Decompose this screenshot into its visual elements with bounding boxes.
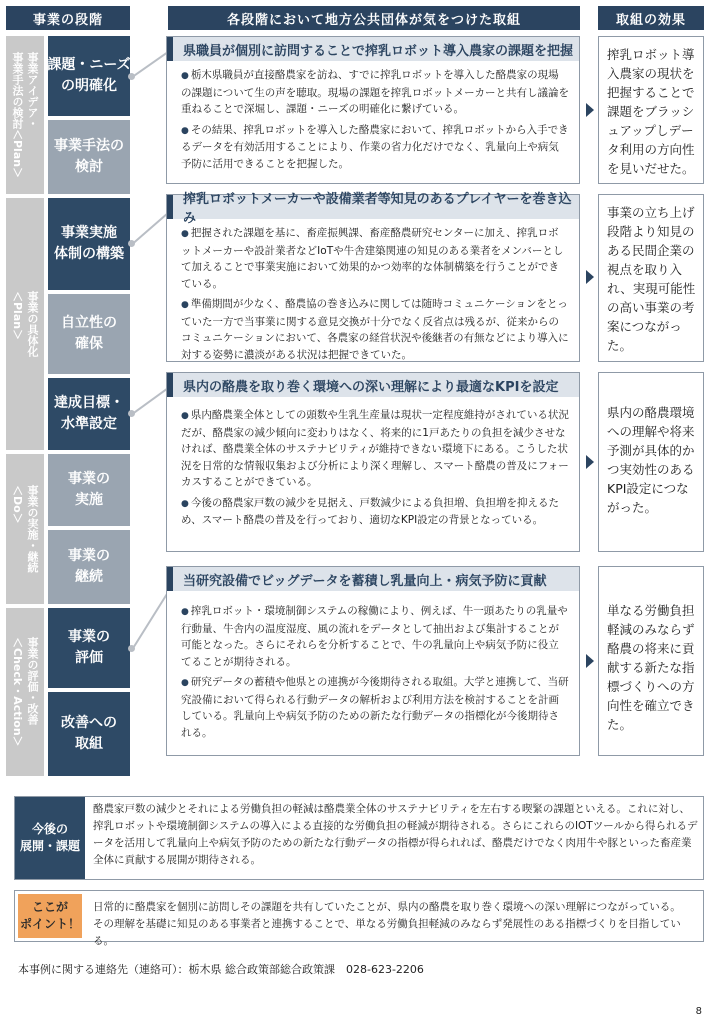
initiative-bullet: ● 県内酪農業全体としての頭数や生乳生産量は現状一定程度維持がされている状況だが、酪農家の減少傾向に変わりはなく、将来的に1戸あたりの負担を減少させなければ、酪農業全体のサステナビリティが維持できない環境下にある。こうした状況を日常的な情報収集および分析により深く理解し、スマート酪農の普及にフォーカスすることができている。 xyxy=(181,407,569,491)
stage-implementation: 事業の 実施 xyxy=(48,454,130,526)
initiative-bullet: ● 搾乳ロボット・環境制御システムの稼働により、例えば、牛一頭あたりの乳量や行動量、牛舎内の温度湿度、風の流れをデータとして抽出および集計することが可能となった。さらにそれらを分析することで、牛の乳量向上や病気予防に役立てることが期待される。 xyxy=(181,603,569,670)
initiative-box-2 xyxy=(166,194,580,362)
header-effects: 取組の効果 xyxy=(598,6,704,30)
stage-method-study: 事業手法の 検討 xyxy=(48,120,130,194)
initiative-bullet: ● 今後の酪農家戸数の減少を見据え、戸数減少による負担増、負担増を抑えるため、スマート酪農の普及を行っており、適切なKPI設定の背景となっている。 xyxy=(181,495,569,529)
effect-box-1: 搾乳ロボット導入農家の現状を把握することで課題をブラッシュアップしデータ利用の方向性を見いだせた。 xyxy=(598,36,704,184)
future-text: 酪農家戸数の減少とそれによる労働負担の軽減は酪農業全体のサステナビリティを左右する喫緊の課題といえる。これに対し、搾乳ロボットや環境制御システムの導入による直接的な労働負担の軽減が期待される。さらにこれらのIOTツールから得られるデータを活用して乳量向上や病気予防のための新たな行動データの指標が得られれば、酪農だけでなく肉用牛や豚といった畜産業全体に貢献する展開が期待される。 xyxy=(93,803,698,866)
initiative-title: 県内の酪農を取り巻く環境への深い理解により最適なKPIを設定 xyxy=(167,373,579,397)
arrow-right-icon xyxy=(586,103,594,117)
phase-label: 事業アイデア・ 事業手法の検討＜Plan＞ xyxy=(11,51,39,179)
header-stages: 事業の段階 xyxy=(6,6,130,30)
point-text xyxy=(93,899,699,950)
initiative-title: 搾乳ロボットメーカーや設備業者等知見のあるプレイヤーを巻き込み xyxy=(167,195,579,219)
phase-band-do xyxy=(6,454,44,604)
connector-line xyxy=(132,212,170,245)
initiative-bullet: ● 研究データの蓄積や他県との連携が今後期待される取組。大学と連携して、当研究設備において得られる行動データの解析および利用方法を検討することを計画している。乳量向上や病気予防のための新たな行動データの指標化が今後期待される。 xyxy=(181,674,569,741)
phase-label: 事業の具体化 ＜Plan＞ xyxy=(11,291,39,357)
point-label: ここが ポイント！ xyxy=(18,894,82,938)
phase-band-plan-detail xyxy=(6,198,44,450)
stage-issue-clarification: 課題・ニーズ の明確化 xyxy=(48,36,130,116)
future-section xyxy=(14,796,704,880)
initiative-box-1 xyxy=(166,36,580,184)
phase-label: 事業の評価・改善 ＜Check・Action＞ xyxy=(11,637,39,747)
header-initiatives: 各段階において地方公共団体が気をつけた取組 xyxy=(168,6,580,30)
stage-self-reliance: 自立性の 確保 xyxy=(48,294,130,374)
stage-improvement: 改善への 取組 xyxy=(48,692,130,776)
effect-box-2: 事業の立ち上げ段階より知見のある民間企業の視点を取り入れ、実現可能性の高い事業の考案につながった。 xyxy=(598,194,704,362)
arrow-right-icon xyxy=(586,654,594,668)
point-line: その理解を基礎に知見のある事業者と連携することで、単なる労働負担軽減のみならず発展性のある指標づくりを目指している。 xyxy=(93,918,681,947)
initiative-box-3 xyxy=(166,372,580,552)
phase-band-plan-idea xyxy=(6,36,44,194)
page-number: 8 xyxy=(695,1006,702,1017)
stage-evaluation: 事業の 評価 xyxy=(48,608,130,688)
initiative-title: 当研究設備でビッグデータを蓄積し乳量向上・病気予防に貢献 xyxy=(167,567,579,591)
arrow-right-icon xyxy=(586,270,594,284)
initiative-box-4 xyxy=(166,566,580,756)
effect-box-3: 県内の酪農環境への理解や将来予測が具体的かつ実効性のあるKPI設定につながった。 xyxy=(598,372,704,552)
point-line: 日常的に酪農家を個別に訪問しその課題を共有していたことが、県内の酪農を取り巻く環境への深い理解につながっている。 xyxy=(93,901,681,913)
phase-label: 事業の実施・継続 ＜Do＞ xyxy=(11,485,39,573)
effect-box-4: 単なる労働負担軽減のみならず酪農の将来に貢献する新たな指標づくりへの方向性を確立できた。 xyxy=(598,566,704,756)
stage-structure-build: 事業実施 体制の構築 xyxy=(48,198,130,290)
connector-line xyxy=(132,51,169,78)
future-label: 今後の 展開・課題 xyxy=(15,797,85,879)
initiative-bullet: ● 準備期間が少なく、酪農協の巻き込みに関しては随時コミュニケーションをとっていた一方で当事業に関する意見交換が十分でなく反省点は残るが、従来からのコミュニケーションにおいて、各農家の経営状況や後継者の有無などにより導入に対する姿勢に濃淡がある状況は把握できていた。 xyxy=(181,296,569,363)
connector-line xyxy=(132,386,170,415)
phase-band-check-action xyxy=(6,608,44,776)
initiative-bullet: ● 把握された課題を基に、畜産振興課、畜産酪農研究センターに加え、搾乳ロボットメーカーや設計業者などIoTや牛舎建築関連の知見のある業者をメンバーとして加えることで事業実施において効果的かつ効率的な体制構築を行うことができている。 xyxy=(181,225,569,292)
contact-line: 本事例に関する連絡先（連絡可）：栃木県 総合政策部総合政策課 028-623-2206 xyxy=(18,963,424,976)
initiative-bullet: ● 栃木県職員が直接酪農家を訪ね、すでに搾乳ロボットを導入した酪農家の現場の課題について生の声を聴取。現場の課題を搾乳ロボットメーカーと共有し議論を重ねることで深堀し、課題・ニーズの明確化に繋げている。 xyxy=(181,67,569,118)
initiative-bullet: ● その結果、搾乳ロボットを導入した酪農家において、搾乳ロボットから入手できるデータを有効活用することにより、作業の省力化だけでなく、乳量向上や病気予防に活用できることを把握した。 xyxy=(181,122,569,173)
point-section xyxy=(14,890,704,947)
arrow-right-icon xyxy=(586,455,594,469)
stage-target-setting: 達成目標・ 水準設定 xyxy=(48,378,130,450)
stage-continuation: 事業の 継続 xyxy=(48,530,130,604)
initiative-title: 県職員が個別に訪問することで搾乳ロボット導入農家の課題を把握 xyxy=(167,37,579,61)
